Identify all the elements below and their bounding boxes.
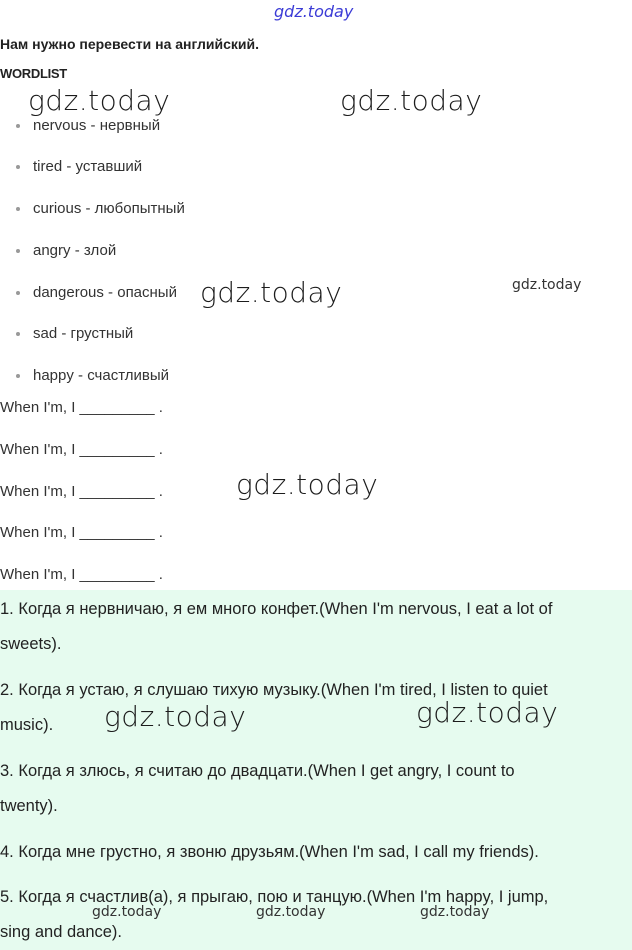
watermark: gdz.today — [92, 904, 162, 920]
bullet-icon — [16, 291, 20, 295]
list-item — [16, 367, 169, 384]
list-item — [16, 284, 177, 301]
bullet-icon — [16, 374, 20, 378]
answers-block — [0, 590, 632, 950]
bullet-icon — [16, 207, 20, 211]
bullet-icon — [16, 249, 20, 253]
bullet-icon — [16, 124, 20, 128]
answer-line: 1. Когда я нервничаю, я ем много конфет.(When I'm nervous, I eat a lot of — [0, 600, 553, 618]
answer-line: twenty). — [0, 797, 58, 815]
answer-line: sing and dance). — [0, 923, 123, 941]
word-label: happy - счастливый — [33, 367, 169, 384]
answer-line: 5. Когда я счастлив(а), я прыгаю, пою и танцую.(When I'm happy, I jump, — [0, 888, 549, 906]
watermark: gdz.today — [104, 700, 247, 733]
task-instruction: Нам нужно перевести на английский. — [0, 36, 259, 52]
watermark: gdz.today — [200, 276, 343, 309]
answer-line: 4. Когда мне грустно, я звоню друзьям.(When I'm sad, I call my friends). — [0, 843, 539, 861]
watermark-top: gdz.today — [274, 2, 354, 21]
list-item — [16, 117, 160, 134]
word-label: dangerous - опасный — [33, 284, 177, 301]
bullet-icon — [16, 332, 20, 336]
watermark: gdz.today — [236, 468, 379, 501]
word-label: sad - грустный — [33, 325, 134, 342]
bullet-icon — [16, 165, 20, 169]
list-item — [16, 200, 185, 217]
list-item — [16, 242, 116, 259]
word-label: curious - любопытный — [33, 200, 185, 217]
list-item — [16, 325, 133, 342]
prompt-line: When I'm, I _________ . — [0, 399, 163, 416]
prompt-line: When I'm, I _________ . — [0, 441, 163, 458]
watermark: gdz.today — [340, 84, 483, 117]
word-label: tired - уставший — [33, 158, 143, 175]
answer-line: 3. Когда я злюсь, я считаю до двадцати.(When I get angry, I count to — [0, 762, 515, 780]
watermark: gdz.today — [28, 84, 171, 117]
watermark: gdz.today — [512, 277, 582, 293]
answer-line: music). — [0, 716, 54, 734]
word-label: angry - злой — [33, 242, 117, 259]
prompt-line: When I'm, I _________ . — [0, 566, 163, 583]
prompt-line: When I'm, I _________ . — [0, 524, 163, 541]
wordlist-title: WORDLIST — [0, 66, 67, 81]
answer-line: sweets). — [0, 635, 62, 653]
answer-line: 2. Когда я устаю, я слушаю тихую музыку.(When I'm tired, I listen to quiet — [0, 681, 548, 699]
watermark: gdz.today — [420, 904, 490, 920]
watermark: gdz.today — [256, 904, 326, 920]
watermark: gdz.today — [416, 696, 559, 729]
word-label: nervous - нервный — [33, 117, 161, 134]
list-item — [16, 158, 142, 175]
prompt-line: When I'm, I _________ . — [0, 483, 163, 500]
